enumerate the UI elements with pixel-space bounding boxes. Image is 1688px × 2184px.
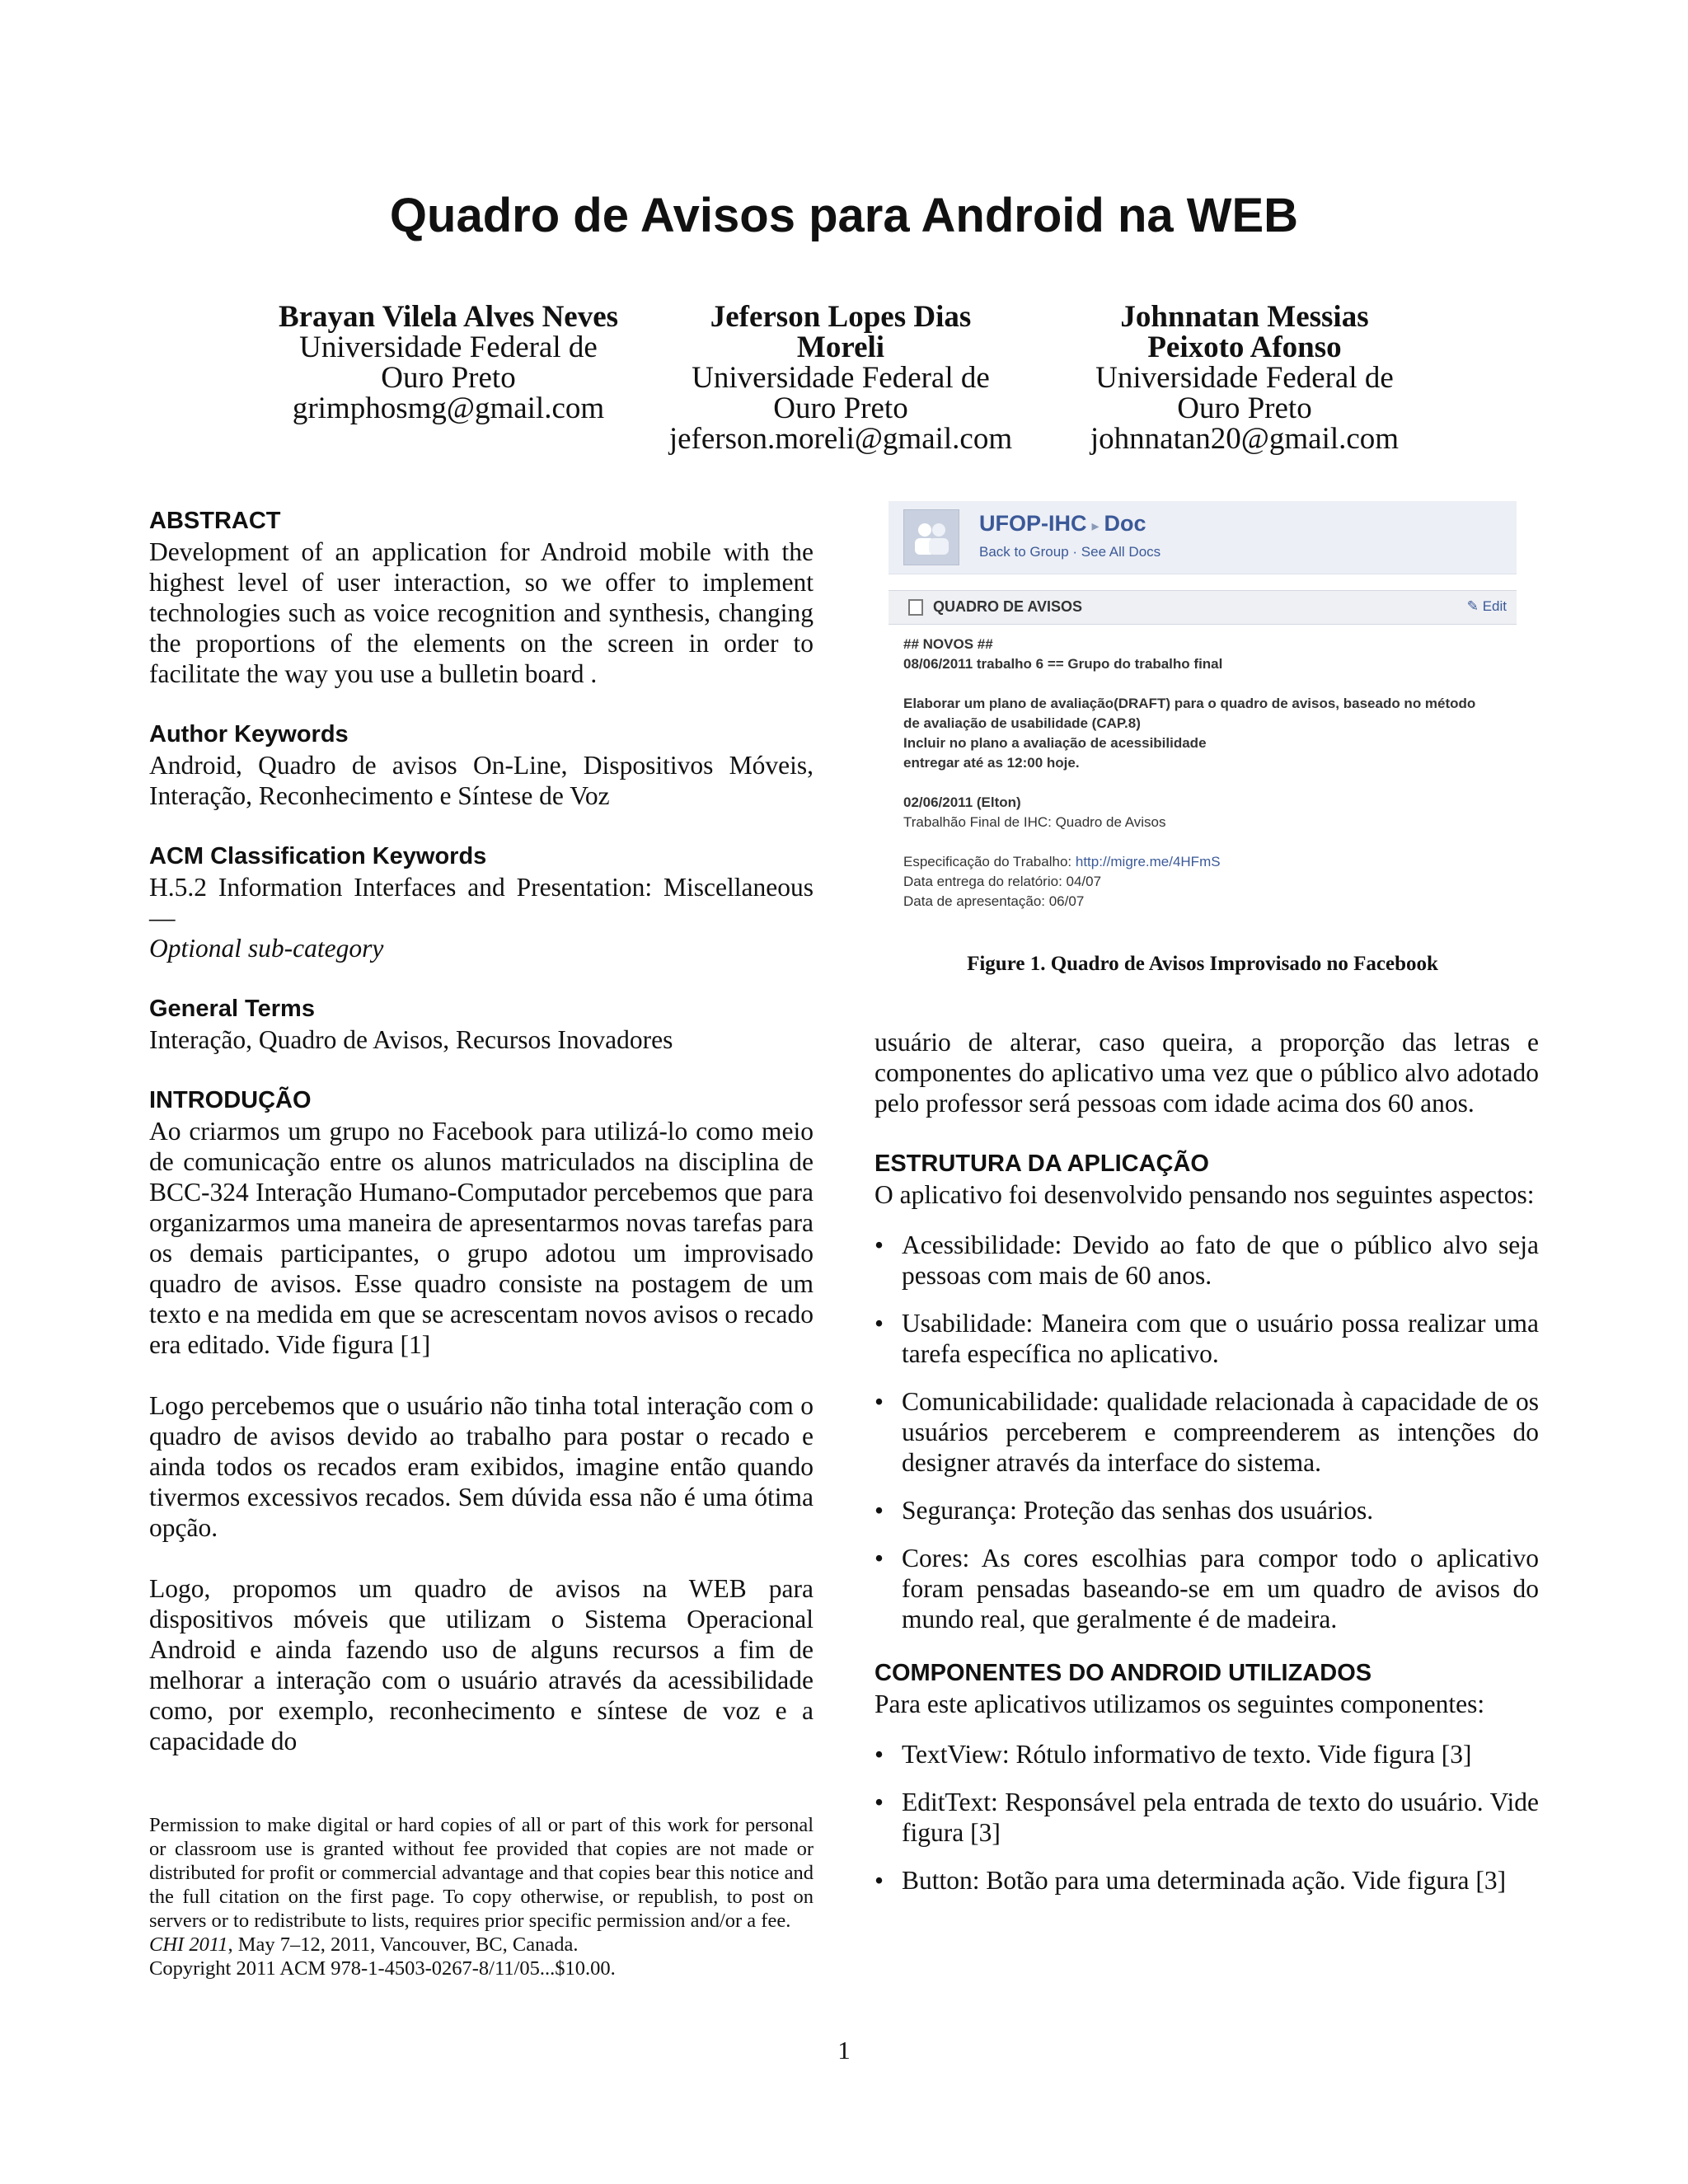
author-name: Jeferson Lopes Dias xyxy=(710,300,972,334)
conference-details: , May 7–12, 2011, Vancouver, BC, Canada. xyxy=(227,1933,579,1956)
paper-title: Quadro de Avisos para Android na WEB xyxy=(389,189,1299,242)
pencil-icon: ✎ xyxy=(1466,598,1479,614)
doc-line: ## NOVOS ## xyxy=(903,636,993,652)
doc-page-label: Doc xyxy=(1104,511,1146,536)
spec-label: Especificação do Trabalho: xyxy=(903,854,1076,869)
author-name: Brayan Vilela Alves Neves xyxy=(278,300,619,334)
group-name-link[interactable]: UFOP-IHC xyxy=(979,511,1087,536)
section-heading-terms: General Terms xyxy=(149,996,315,1022)
figure-1-caption: Figure 1. Quadro de Avisos Improvisado no Facebook xyxy=(967,953,1438,975)
spec-link[interactable]: http://migre.me/4HFmS xyxy=(1075,854,1221,869)
doc-line: Trabalhão Final de IHC: Quadro de Avisos xyxy=(903,814,1166,830)
list-item: • Cores: As cores escolhias para compor todo o aplicativo foram pensadas baseando-se em um quadro de avisos do mundo real, que geralmente é de madeira. xyxy=(874,1543,1539,1634)
section-heading-keywords: Author Keywords xyxy=(149,721,349,748)
author-name: Johnnatan Messias xyxy=(1120,300,1369,334)
intro-paragraph-1: Ao criarmos um grupo no Facebook para utilizá-lo como meio de comunicação entre os alunos matriculados na disciplina de BCC-324 Interação Humano-Computador percebemos que para organizarmos uma maneira de apresentarmos novas tarefas para os demais participantes, o grupo adotou um improvisado quadro de avisos. Esse quadro consiste na postagem de um texto e na medida em que se acrescentam novos avisos o recado era editado. Vide figura [1] xyxy=(149,1117,814,1359)
figure-1-screenshot xyxy=(889,501,1517,926)
conference-line xyxy=(149,1933,814,1957)
author-affiliation: Ouro Preto xyxy=(1177,391,1312,425)
section-heading-abstract: ABSTRACT xyxy=(149,508,281,534)
continued-paragraph: usuário de alterar, caso queira, a proporção das letras e componentes do aplicativo uma vez que o público alvo adotado pelo professor será pessoas com idade acima dos 60 anos. xyxy=(874,1028,1539,1118)
page-number: 1 xyxy=(837,2036,851,2064)
intro-paragraph-2: Logo percebemos que o usuário não tinha total interação com o quadro de avisos devido ao trabalho para postar o recado e ainda todos os recados eram exibidos, imagine então quando tivermos excessivos recados. Sem dúvida essa não é uma ótima opção. xyxy=(149,1391,814,1542)
doc-line: Elaborar um plano de avaliação(DRAFT) para o quadro de avisos, baseado no método xyxy=(903,696,1476,711)
doc-body xyxy=(903,635,1513,912)
author-affiliation: Universidade Federal de xyxy=(299,330,598,364)
edit-button[interactable] xyxy=(1467,598,1507,615)
doc-line: Data de apresentação: 06/07 xyxy=(903,893,1085,909)
acm-classification: H.5.2 Information Interfaces and Presentation: Miscellaneous— xyxy=(149,873,814,932)
author-block-1 xyxy=(242,302,654,424)
doc-line: Data entrega do relatório: 04/07 xyxy=(903,874,1102,889)
breadcrumb-arrow-icon: ▸ xyxy=(1091,518,1100,534)
structure-list xyxy=(874,1230,1539,1634)
author-affiliation: Ouro Preto xyxy=(381,361,516,395)
document-icon xyxy=(908,599,923,616)
list-item: • EditText: Responsável pela entrada de texto do usuário. Vide figura [3] xyxy=(874,1787,1539,1848)
group-links[interactable]: Back to Group · See All Docs xyxy=(979,544,1161,560)
list-item: • Usabilidade: Maneira com que o usuário possa realizar uma tarefa específica no aplicativo. xyxy=(874,1308,1539,1369)
terms-text: Interação, Quadro de Avisos, Recursos Inovadores xyxy=(149,1025,673,1054)
conference-name: CHI 2011 xyxy=(149,1933,228,1956)
section-heading-structure: ESTRUTURA DA APLICAÇÃO xyxy=(874,1151,1209,1177)
components-list xyxy=(874,1739,1539,1896)
author-affiliation: Universidade Federal de xyxy=(692,361,990,395)
author-email: grimphosmg@gmail.com xyxy=(292,391,605,425)
permission-text: Permission to make digital or hard copies of all or part of this work for personal or classroom use is granted without fee provided that copies are not made or distributed for profit or commercial advantage and that copies bear this notice and the full citation on the first page. To copy otherwise, or republish, to post on servers or to redistribute to lists, requires prior specific permission and/or a fee. xyxy=(149,1814,814,1932)
author-affiliation: Universidade Federal de xyxy=(1095,361,1394,395)
abstract-text: Development of an application for Android mobile with the highest level of user interaction, so we offer to implement technologies such as voice recognition and synthesis, changing the proportions of the elements on the screen in order to facilitate the way you use a bulletin board . xyxy=(149,537,814,688)
doc-title-bar xyxy=(889,590,1517,625)
group-avatar-icon xyxy=(903,509,959,565)
author-block-3 xyxy=(1039,302,1451,454)
edit-label: Edit xyxy=(1482,598,1507,614)
copyright-line: Copyright 2011 ACM 978-1-4503-0267-8/11/05...$10.00. xyxy=(149,1957,616,1980)
section-heading-components: COMPONENTES DO ANDROID UTILIZADOS xyxy=(874,1660,1372,1686)
acm-text xyxy=(149,872,814,963)
permission-footnote xyxy=(149,1813,814,1980)
intro-paragraph-3: Logo, propomos um quadro de avisos na WEB para dispositivos móveis que utilizam o Sistema Operacional Android e ainda fazendo uso de alguns recursos a fim de melhorar a interação com o usuário através da acessibilidade como, por exemplo, reconhecimento e síntese de voz e a capacidade do xyxy=(149,1574,814,1755)
left-column xyxy=(149,506,814,1756)
doc-line: 02/06/2011 (Elton) xyxy=(903,794,1021,810)
doc-line xyxy=(903,852,1513,872)
doc-line: 08/06/2011 trabalho 6 == Grupo do trabalho final xyxy=(903,656,1223,672)
author-email: jeferson.moreli@gmail.com xyxy=(668,422,1013,456)
doc-line: de avaliação de usabilidade (CAP.8) xyxy=(903,715,1141,731)
list-item: • Segurança: Proteção das senhas dos usuários. xyxy=(874,1495,1539,1526)
doc-title: QUADRO DE AVISOS xyxy=(933,598,1083,615)
author-name: Moreli xyxy=(796,330,885,364)
structure-intro: O aplicativo foi desenvolvido pensando nos seguintes aspectos: xyxy=(874,1180,1535,1209)
section-heading-acm: ACM Classification Keywords xyxy=(149,843,487,869)
group-breadcrumb xyxy=(979,511,1146,537)
author-name: Peixoto Afonso xyxy=(1147,330,1342,364)
facebook-group-header xyxy=(889,501,1517,574)
keywords-text: Android, Quadro de avisos On-Line, Dispositivos Móveis, Interação, Reconhecimento e Síntese de Voz xyxy=(149,751,814,810)
author-block-2 xyxy=(635,302,1047,454)
author-email: johnnatan20@gmail.com xyxy=(1090,422,1400,456)
list-item: • Acessibilidade: Devido ao fato de que o público alvo seja pessoas com mais de 60 anos. xyxy=(874,1230,1539,1291)
doc-line: entregar até as 12:00 hoje. xyxy=(903,755,1080,771)
right-column xyxy=(874,1027,1539,1913)
list-item: • TextView: Rótulo informativo de texto. Vide figura [3] xyxy=(874,1739,1539,1769)
section-heading-intro: INTRODUÇÃO xyxy=(149,1087,312,1113)
doc-line: Incluir no plano a avaliação de acessibilidade xyxy=(903,735,1207,751)
list-item: • Comunicabilidade: qualidade relacionada à capacidade de os usuários perceberem e compreenderem as intenções do designer através da interface do sistema. xyxy=(874,1386,1539,1478)
author-affiliation: Ouro Preto xyxy=(773,391,908,425)
list-item: • Button: Botão para uma determinada ação. Vide figura [3] xyxy=(874,1865,1539,1896)
components-intro: Para este aplicativos utilizamos os seguintes componentes: xyxy=(874,1690,1485,1718)
acm-subcategory: Optional sub-category xyxy=(149,934,384,963)
